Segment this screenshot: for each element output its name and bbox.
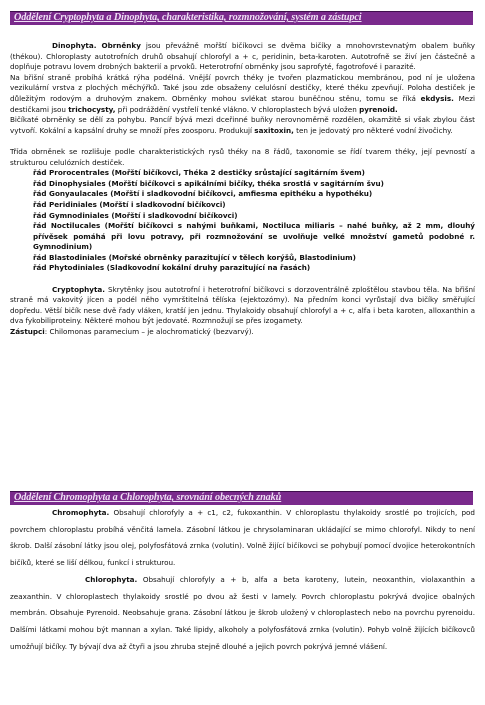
label-zastupci: Zástupci xyxy=(10,327,45,337)
term-pyrenoid: pyrenoid. xyxy=(359,104,398,114)
paragraph-system-intro: Třída obrněnek se rozlišuje podle charakteristických rysů théky na 8 řádů, taxonomie se řídí tvarem théky, její pevností a strukturou celulózních destiček. xyxy=(10,146,475,167)
paragraph-dinophyta xyxy=(10,41,475,73)
paragraph-text: Obsahují chlorofyly a + c1, c2, fukoxanthin. V chloroplastu thylakoidy srostlé po trojicích, pod povrchem chloroplastu probíhá věnčitá lamela. Zásobní látkou je chrysolaminaran ukládající se mimo chlorofyl. Nikdy to není škrob. Další zásobní látky jsou olej, polyfosfátová zrnka (volutin). Volně žijící bičíkovci se pohybují pomocí dvojice heterokontních bičíků, které se liší délkou, funkcí i strukturou. xyxy=(10,508,475,568)
section-heading-banner xyxy=(10,11,473,25)
section-heading: Oddělení Chromophyta a Chlorophyta, srovnání obecných znaků xyxy=(14,492,282,503)
order-item: řád Noctilucales (Mořští bičíkovci s nahými buňkami, Noctiluca miliaris – nahé buňky, až 2 mm, dlouhý přívěsek pomáhá při lovu potravy, při rozmnožování se uvolňuje velké množství gametů podobné r. Gymnodinium) xyxy=(33,221,475,252)
section-heading-banner xyxy=(10,491,473,505)
order-item: řád Dinophysiales (Mořští bičíkovci s apikálními bičíky, théka srostlá v sagitárním švu) xyxy=(33,178,384,188)
paragraph-text: Obsahují chlorofyly a + b, alfa a beta karoteny, lutein, neoxanthin, violaxanthin a zeaxanthin. V chloroplastech thylakoidy srostlé po dvou až šesti v lamely. Povrch chloroplastu pokrývá dvojice obalných membrán. Obsahuje Pyrenoid. Neobsahuje grana. Zásobní látkou je škrob uložený v chloroplastech nebo na povrchu pyrenoidu. Dalšími látkami mohou být mannan a xylan. Také lipidy, alkoholy a polyfosfátová zrnka (volutin). Pohyb volně žijících bičíkovců umožňují bičíky. Ty bývají dva až čtyři a jsou zhruba stejně dlouhé a jejich povrch pokrývá jemné vlášení. xyxy=(10,574,475,651)
section-body xyxy=(10,505,475,655)
paragraph-theka xyxy=(10,73,475,115)
paragraph-text: Skrytěnky jsou autotrofní i heterotrofní bičíkovci s dorzoventrálně zploštělou stavbou těla. Na břišní straně má vakovitý jícen a podél něho vymrštitelná tělíska (ejektozómy). Na předním konci vyrůstají dva bičíky směřující dopředu. Větší bičík nese dvě řady vláken, kratší jen jednu. Thylakoidy obsahují chlorofyl a + c, alfa i beta karoten, alloxanthin a dva fykobiliproteiny. Některé mohou být jedovaté. Rozmnožují se přes izogamety. xyxy=(10,284,475,326)
term-trichocysty: trichocysty, xyxy=(68,104,116,114)
term-chromophyta: Chromophyta. xyxy=(52,508,110,517)
order-item: řád Peridiniales (Mořští i sladkovodní bičíkovci) xyxy=(33,199,226,209)
paragraph-chlorophyta xyxy=(10,572,475,656)
term-dinophyta: Dinophyta. xyxy=(52,41,97,50)
term-ekdysis: ekdysis. xyxy=(420,93,454,103)
paragraph-text: Mezi destičkami jsou xyxy=(10,93,475,114)
order-item: řád Prorocentrales (Mořští bičíkovci, Théka 2 destičky srůstající sagitárním švem) xyxy=(33,168,365,178)
paragraph-text: jsou převážně mořští bičíkovci se dvěma bičíky a mnohovrstevnatým obalem buňky (thékou). Chloroplasty autotrofních druhů obsahují chlorofyl a + c, peridinin, beta-karoten. Autotrofně se živí jen částečně a doplňuje potravu lovem drobných bakterií a prvoků. Heterotrofní obrněnky jsou saprofyté, fagotrofové i parazité. xyxy=(10,41,475,72)
order-item: řád Blastodiniales (Mořské obrněnky parazitující v tělech korýšů, Blastodinium) xyxy=(33,252,356,262)
paragraph-text: ten je jedovatý pro některé vodní živočichy. xyxy=(296,125,453,135)
order-item: řád Gymnodiniales (Mořští i sladkovodní bičíkovci) xyxy=(33,210,238,220)
term-saxitoxin: saxitoxin, xyxy=(254,125,294,135)
term-obrnenky: Obrněnky xyxy=(101,41,141,50)
paragraph-zastupci xyxy=(10,327,475,338)
paragraph-text: : Chilomonas paramecium – je alochromatický (bezvarvý). xyxy=(44,327,254,337)
term-chlorophyta: Chlorophyta. xyxy=(85,574,138,584)
paragraph-cryptophyta xyxy=(10,285,475,327)
paragraph-chromophyta xyxy=(10,505,475,572)
paragraph-text: při podráždění vystřelí tenké vlákno. V chloroplastech bývá uložen xyxy=(117,104,357,114)
section-body xyxy=(10,41,475,338)
order-item: řád Gonyaulacales (Mořští i sladkovodní bičíkovci, amfiesma epithéku a hypothéku) xyxy=(33,189,373,199)
section-heading: Oddělení Cryptophyta a Dinophyta, charakteristika, rozmnožování, systém a zástupci xyxy=(14,12,362,23)
paragraph-text: Na břišní straně probíhá krátká rýha podélná. Vnější povrch théky je tvořen plazmatickou membránou, pod ní je uložena vezikulární vrstva z plochých měchýřků. Také jsou zde obsaženy celulósní destičky, které théku zpevňují. Poloha destiček je důležitým rodovým a druhovým znakem. Obrněnky mohou svlékat starou buněčnou stěnu, tomu se říká xyxy=(10,72,475,103)
order-item: řád Phytodiniales (Sladkovodní kokální druhy parazitující na řasách) xyxy=(33,263,311,273)
paragraph-reproduction xyxy=(10,115,475,136)
paragraph-text: Bičíkaté obrněnky se dělí za pohybu. Pancíř bývá mezi dceřinné buňky nerovnoměrně rozdělen, okamžitě si však zbylou část vytvoří. Kokální a kapsální druhy se množí přes zoosporu. Produkují xyxy=(10,115,475,135)
term-cryptophyta: Cryptophyta. xyxy=(52,284,105,294)
